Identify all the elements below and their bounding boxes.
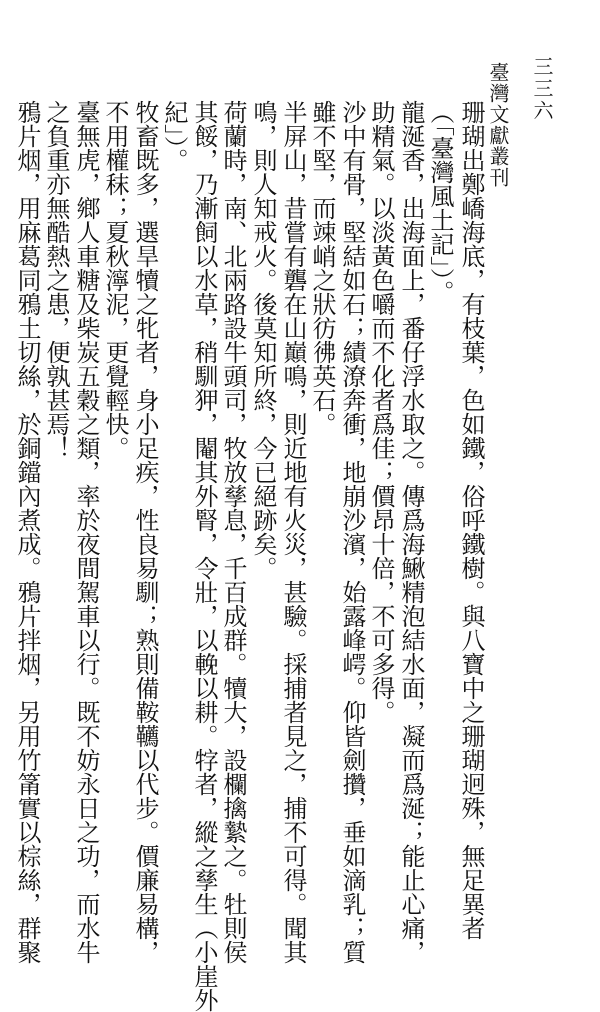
- text-column-3: 龍涎香，出海面上，番仔浮水取之。傳爲海鰍精泡結水面，凝而爲涎；能止心痛，: [397, 100, 425, 964]
- text-column-8: 鳴，則人知戒火。後莫知所終，今已絕跡矣。: [249, 100, 277, 580]
- text-column-11: 紀」）。: [160, 100, 188, 172]
- text-column-12: 牧畜既多，選旱犢之牝者，身小足疾，性良易馴；熟則備鞍韉以代步。價廉易構，: [131, 100, 159, 964]
- text-column-13: 不用權秣；夏秋濘泥，更覺輕快。: [101, 100, 129, 460]
- text-column-2: （「臺灣風土記」）。: [426, 100, 454, 304]
- text-column-1: 珊瑚出鄭嶠海底，有枝葉，色如鐵，俗呼鐵樹。與八寶中之珊瑚迥殊，無足異者: [457, 100, 485, 940]
- text-column-16: 鴉片烟，用麻葛同鴉土切絲，於銅鐺內煮成。鴉片拌烟，另用竹筩實以棕絲，群聚: [13, 100, 41, 964]
- text-column-14: 臺無虎，鄉人車糖及柴炭五穀之類，率於夜間駕車以行。既不妨永日之功，而水牛: [72, 100, 100, 964]
- text-column-4: 助精氣。以淡黃色嚼而不化者爲佳；價昂十倍，不可多得。: [367, 100, 395, 724]
- page-number: 三三六: [530, 56, 554, 122]
- text-column-9: 荷蘭時，南、北兩路設牛頭司，牧放孳息，千百成群。犢大，設欄擒縶之。牡則侯: [219, 100, 247, 964]
- running-title: 臺灣文獻叢刊: [486, 62, 510, 188]
- text-column-5: 沙中有骨，堅結如石；績潦奔衝，地崩沙濱，始露峰崿。仰皆劍攢，垂如滴乳；質: [338, 100, 366, 964]
- text-column-7: 半屏山，昔嘗有礱在山巔鳴，則近地有火災，甚驗。採捕者見之，捕不可得。聞其: [279, 100, 307, 964]
- text-column-6: 雖不堅，而竦峭之狀彷彿英石。: [308, 100, 336, 436]
- text-column-15: 之負重亦無酷熱之患，便孰甚焉！: [42, 100, 70, 460]
- text-column-10: 其餒，乃漸飼以水草，稍馴狎，閹其外腎，令壯，以輓以耕。牸者，縱之孳生（小崖外: [190, 100, 218, 1012]
